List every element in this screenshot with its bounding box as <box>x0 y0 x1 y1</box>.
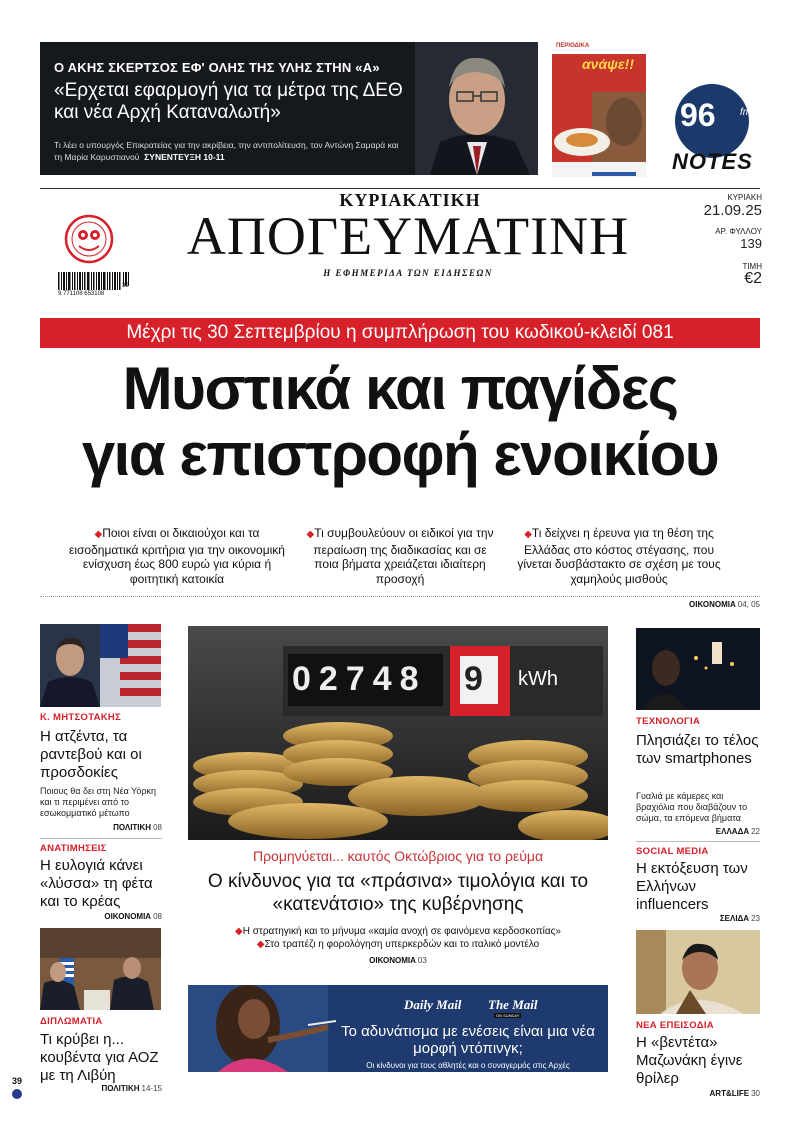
interview-description: Τι λέει ο υπουργός Επικρατείας για την ακρίβεια, την αντιπολίτευση, τον Αντώνη Σαμαρά και τη Μαρία Καρυστιανού ΣΥΝΕΝΤΕΥΞΗ 10-11 <box>54 140 399 162</box>
masthead-tagline: Η ΕΦΗΜΕΡΙΔΑ ΤΩΝ ΕΙΔΗΣΕΩΝ <box>323 268 493 278</box>
right-story-3-label: ΝΕΑ ΕΠΕΙΣΟΔΙΑ <box>636 1020 714 1031</box>
left-story-1-label: Κ. ΜΗΤΣΟΤΑΚΗΣ <box>40 712 122 723</box>
left-story-1-headline[interactable]: Η ατζέντα, τα ραντεβού και οι προσδοκίες <box>40 728 142 781</box>
dailymail-ref[interactable]: ΣΕΛΙΔΕΣ 24-25 <box>551 1076 608 1085</box>
right-divider-1 <box>636 841 760 842</box>
mailonsunday-sub: ON SUNDAY <box>496 1013 520 1018</box>
notes-unit: fm <box>740 107 752 118</box>
lead-page-ref[interactable]: ΟΙΚΟΝΟΜΙΑ 04, 05 <box>689 600 760 609</box>
right-story-2-label: SOCIAL MEDIA <box>636 846 709 857</box>
minister-portrait <box>415 42 538 175</box>
mitsotakis-photo <box>40 624 161 707</box>
dailymail-summary: Οι κίνδυνοι για τους αθλητές και ο συναγερμός στις Αρχές <box>366 1061 570 1070</box>
right-story-3-headline[interactable]: Η «βεντέτα» Μαζωνάκη έγινε θρίλερ <box>636 1034 743 1087</box>
notes-ad[interactable] <box>668 83 788 179</box>
meter-coins-illustration <box>188 626 608 840</box>
masthead-issue-label: ΑΡ. ΦΥΛΛΟΥ <box>715 227 762 236</box>
right-story-1-ref[interactable]: ΕΛΛΑΔΑ 22 <box>715 827 760 836</box>
bullet-marker-icon: ◆ <box>306 529 315 540</box>
notes-number: 96 <box>680 97 716 133</box>
right-story-3-ref[interactable]: ART&LIFE 30 <box>709 1089 760 1098</box>
dailymail-logo: Daily Mail <box>404 997 462 1012</box>
left-story-2-headline[interactable]: Η ευλογιά κάνει «λύσσα» τη φέτα και το κρέας <box>40 857 153 910</box>
diplomacy-photo <box>40 928 161 1010</box>
bullet-marker-icon: ◆ <box>256 939 265 950</box>
masthead-price: €2 <box>744 270 762 287</box>
masthead-overline: ΚΥΡΙΑΚΑΤΙΚΗ <box>339 190 481 210</box>
dailymail-feature[interactable] <box>188 985 608 1072</box>
energy-kicker: Προμηνύεται... καυτός Οκτώβριος για το ρεύμα <box>252 848 544 864</box>
right-story-1-headline[interactable]: Πλησιάζει το τέλος των smartphones <box>636 732 759 767</box>
bullets-divider <box>40 596 760 597</box>
magazine-cover[interactable] <box>552 42 646 177</box>
mailonsunday-logo: The Mail <box>488 997 538 1012</box>
left-story-3-label: ΔΙΠΛΩΜΑΤΙΑ <box>40 1016 103 1027</box>
lead-bullet-1: ◆Ποιοι είναι οι δικαιούχοι και τα εισοδηματικά κριτήρια για την οικονομική ενίσχυση έως 800 ευρώ για κύρια ή φοιτητική κατοικία <box>69 526 285 586</box>
left-divider-1 <box>40 838 162 839</box>
energy-ref[interactable]: ΟΙΚΟΝΟΜΙΑ 03 <box>369 956 427 965</box>
lead-bullet-2: ◆Τι συμβουλεύουν οι ειδικοί για την περαίωση της διαδικασίας και σε ποια βήματα χρειάζεται ιδιαίτερη προσοχή <box>306 526 494 586</box>
right-story-1-label: ΤΕΧΝΟΛΟΓΙΑ <box>636 716 701 727</box>
main-headline[interactable] <box>20 356 780 488</box>
masthead-price-label: ΤΙΜΗ <box>742 262 762 271</box>
smartphone-photo <box>636 628 760 710</box>
notes-label: NOTES <box>672 149 753 174</box>
lead-bullet-3: ◆Τι δείχνει η έρευνα για τη θέση της Ελλάδας στο κόστος στέγασης, που γίνεται δυσβάστακτο σε σχέση με τους χαμηλούς μισθούς <box>517 526 721 586</box>
right-story-2-headline[interactable]: Η εκτόξευση των Ελλήνων influencers <box>636 860 748 913</box>
masthead-owl-logo-icon <box>64 214 114 264</box>
top-interview-banner[interactable] <box>40 42 538 175</box>
right-story-2-ref[interactable]: ΣΕΛΙΔΑ 23 <box>719 914 760 923</box>
mazonakis-photo <box>636 930 760 1014</box>
main-headline-line1: Μυστικά και παγίδες <box>122 355 678 422</box>
interview-ref: ΣΥΝΕΝΤΕΥΞΗ 10-11 <box>144 152 225 162</box>
energy-bullets: ◆Η στρατηγική και το μήνυμα «καμία ανοχή σε φαινόμενα κερδοσκοπίας» ◆Στο τραπέζι η φορολόγηση υπερκερδών και το ιταλικό μοντέλο ΟΙΚΟΝΟΜΙΑ 03 <box>188 925 608 967</box>
left-story-2-label: ΑΝΑΤΙΜΗΣΕΙΣ <box>40 843 107 854</box>
bullet-marker-icon: ◆ <box>94 529 103 540</box>
interview-kicker: Ο ΑΚΗΣ ΣΚΕΡΤΣΟΣ ΕΦ' ΟΛΗΣ ΤΗΣ ΥΛΗΣ ΣΤΗΝ «Α» <box>54 60 380 75</box>
page-marker-icon <box>12 1089 22 1099</box>
left-story-3-ref[interactable]: ΠΟΛΙΤΙΚΗ 14-15 <box>101 1084 162 1093</box>
masthead-day: ΚΥΡΙΑΚΗ <box>727 193 762 202</box>
main-headline-line2: για επιστροφή ενοικίου <box>81 421 719 488</box>
bullet-marker-icon: ◆ <box>235 926 243 937</box>
left-story-1-ref[interactable]: ΠΟΛΙΤΙΚΗ 08 <box>113 823 162 832</box>
barcode-digits: 9 771108 653108 <box>58 291 105 297</box>
right-story-1-summary: Γυαλιά με κάμερες και βραχιόλια που διαβάζουν το σώμα, τα επόμενα βήματα <box>636 791 748 823</box>
deadline-banner: Μέχρι τις 30 Σεπτεμβρίου η συμπλήρωση του κωδικού-κλειδί 081 <box>40 318 760 348</box>
masthead-rule <box>40 188 760 189</box>
meter-red-digit: 9 <box>464 660 483 698</box>
bullet-marker-icon: ◆ <box>524 529 532 540</box>
left-story-1-summary: Ποιους θα δει στη Νέα Υόρκη και τι περιμένει από το εσωκομματικό μέτωπο <box>40 786 156 818</box>
meter-unit: kWh <box>518 668 558 690</box>
masthead-date: 21.09.25 <box>703 202 762 219</box>
left-story-2-ref[interactable]: ΟΙΚΟΝΟΜΙΑ 08 <box>104 912 162 921</box>
energy-headline[interactable]: Ο κίνδυνος για τα «πράσινα» τιμολόγια και το «κατενάτσιο» της κυβέρνησης <box>207 871 589 915</box>
magazine-label: ΠΕΡΙΟΔΙΚΑ <box>556 43 590 49</box>
left-story-3-headline[interactable]: Τι κρύβει η... κουβέντα για ΑΟΖ με τη Λιβύη <box>40 1031 159 1084</box>
page-number: 39 <box>12 1076 23 1086</box>
masthead-title: ΑΠΟΓΕΥΜΑΤΙΝΗ <box>186 206 630 266</box>
meter-digits: 02748 <box>292 660 427 698</box>
masthead-issue: 139 <box>740 236 762 251</box>
electricity-meter-photo[interactable] <box>188 626 608 840</box>
magazine-title: ανάψε!! <box>582 56 634 72</box>
interview-quote: «Ερχεται εφαρμογή για τα μέτρα της ΔΕΘ και νέα Αρχή Καταναλωτή» <box>54 80 403 123</box>
dailymail-headline: Το αδυνάτισμα με ενέσεις είναι μια νέα μορφή ντόπινγκ; <box>341 1023 595 1057</box>
barcode-issue: 39 <box>122 283 129 289</box>
